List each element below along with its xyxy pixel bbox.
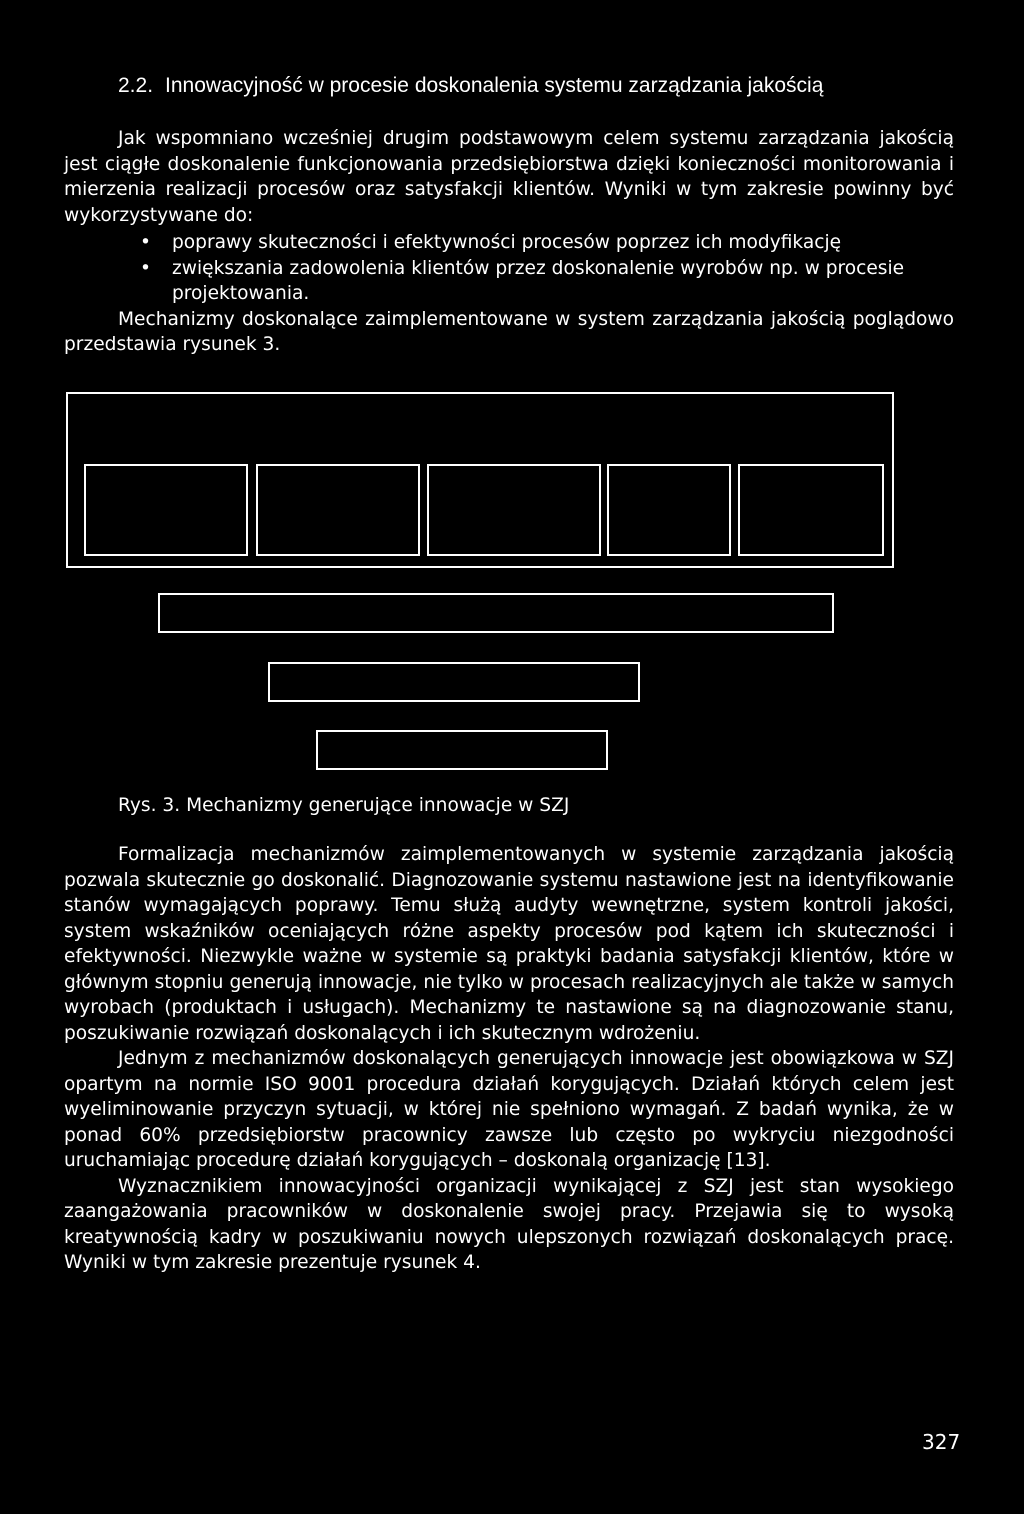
body-paragraph: Formalizacja mechanizmów zaimplementowanych w systemie zarządzania jakością pozwala skutecznie go doskonalić. Diagnozowanie systemu nastawione jest na identyfikowanie stanów wymagających poprawy. Temu służą audyty wewnętrzne, system kontroli jakości, system wskaźników oceniających różne aspekty procesów pod kątem ich skuteczności i efektywności. Niezwykle ważne w systemie są praktyki badania satysfakcji klientów, które w głównym stopniu generują innowacje, nie tylko w procesach realizacyjnych ale także w samych wyrobach (produktach i usługach). Mechanizmy te nastawione są na diagnozowanie stanu, poszukiwanie rozwiązań doskonalących i ich skutecznym wdrożeniu. bbox=[64, 844, 954, 1044]
bullet-text: zwiększania zadowolenia klientów przez doskonalenie wyrobów np. w procesie projektowania. bbox=[172, 257, 905, 304]
section-number: 2.2. bbox=[118, 74, 154, 97]
intro-closing-paragraph: Mechanizmy doskonalące zaimplementowane w system zarządzania jakością poglądowo przedstawia rysunek 3. bbox=[64, 308, 954, 355]
body-block bbox=[64, 842, 954, 1276]
diagram-middle-box bbox=[268, 662, 640, 702]
section-title: Innowacyjność w procesie doskonalenia systemu zarządzania jakością bbox=[165, 74, 824, 97]
intro-block bbox=[64, 126, 954, 358]
section-heading bbox=[118, 72, 958, 100]
list-item bbox=[140, 256, 954, 307]
diagram-wide-box bbox=[158, 593, 834, 633]
bullet-icon: • bbox=[140, 232, 151, 253]
diagram-box bbox=[607, 464, 731, 556]
body-paragraph: Jednym z mechanizmów doskonalących generujących innowacje jest obowiązkowa w SZJ opartym na normie ISO 9001 procedura działań korygujących. Działań których celem jest wyeliminowanie przyczyn sytuacji, w której nie spełniono wymagań. Z badań wynika, że w ponad 60% przedsiębiorstw pracownicy zawsze lub często po wykryciu niezgodności uruchamiając procedurę działań korygujących – doskonalą organizację [13]. bbox=[64, 1048, 954, 1171]
bullet-list bbox=[64, 230, 954, 307]
diagram-bottom-box bbox=[316, 730, 608, 770]
page-number: 327 bbox=[922, 1430, 961, 1454]
intro-paragraph: Jak wspomniano wcześniej drugim podstawowym celem systemu zarządzania jakością jest ciągłe doskonalenie funkcjonowania przedsiębiorstwa dzięki konieczności monitorowania i mierzenia realizacji procesów oraz satysfakcji klientów. Wyniki w tym zakresie powinny być wykorzystywane do: bbox=[64, 128, 954, 226]
diagram-box bbox=[738, 464, 884, 556]
figure-caption: Rys. 3. Mechanizmy generujące innowacje w SZJ bbox=[118, 795, 570, 816]
bullet-text: poprawy skuteczności i efektywności procesów poprzez ich modyfikację bbox=[172, 232, 842, 253]
list-item bbox=[140, 230, 954, 256]
diagram-box bbox=[256, 464, 420, 556]
diagram-box bbox=[427, 464, 601, 556]
body-paragraph: Wyznacznikiem innowacyjności organizacji wynikającej z SZJ jest stan wysokiego zaangażowania pracowników w doskonalenie swojej pracy. Przejawia się to wysoką kreatywnością kadry w poszukiwaniu nowych ulepszonych rozwiązań doskonalących pracę. Wyniki w tym zakresie prezentuje rysunek 4. bbox=[64, 1175, 954, 1273]
diagram-box bbox=[84, 464, 248, 556]
bullet-icon: • bbox=[140, 257, 151, 279]
